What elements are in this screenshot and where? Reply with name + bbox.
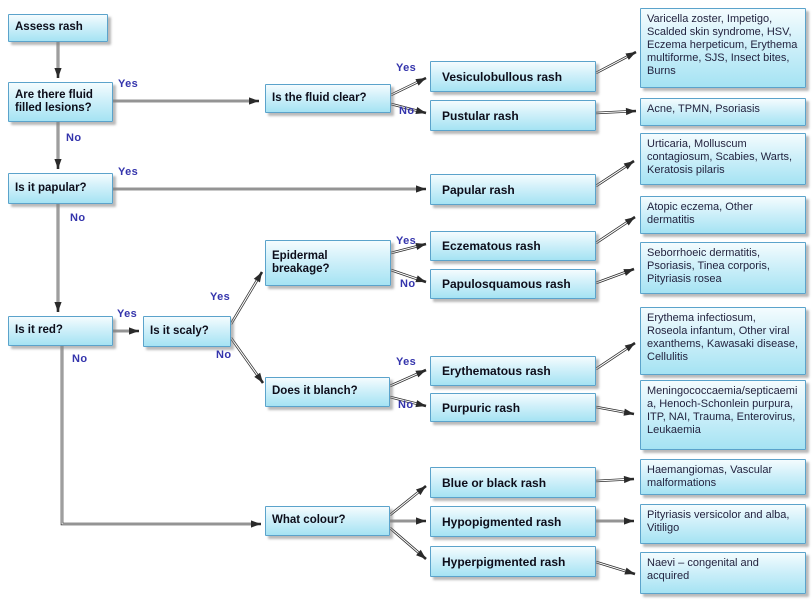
edge-label-yes: Yes xyxy=(396,62,417,74)
node-blue-or-black-rash: Blue or black rash xyxy=(430,467,596,498)
dx-erythematous-causes: Erythema infectiosum, Roseola infantum, Other viral exanthems, Kawasaki disease, Cellulitis xyxy=(640,307,806,375)
edge-label-yes: Yes xyxy=(117,308,138,320)
node-fluid-filled-lesions: Are there fluid filled lesions? xyxy=(8,82,113,122)
edge-label-no: No xyxy=(70,212,86,224)
edge-label-yes: Yes xyxy=(396,235,417,247)
node-pustular-rash: Pustular rash xyxy=(430,100,596,131)
node-eczematous-rash: Eczematous rash xyxy=(430,231,596,261)
node-papulosquamous-rash: Papulosquamous rash xyxy=(430,269,596,299)
dx-vesiculobullous-causes: Varicella zoster, Impetigo, Scalded skin syndrome, HSV, Eczema herpeticum, Erythema multiforme, SJS, Insect bites, Burns xyxy=(640,8,806,88)
node-is-it-scaly: Is it scaly? xyxy=(143,316,231,347)
node-is-it-papular: Is it papular? xyxy=(8,173,113,204)
dx-eczematous-causes: Atopic eczema, Other dermatitis xyxy=(640,196,806,234)
edge-label-yes: Yes xyxy=(210,291,231,303)
node-does-it-blanch: Does it blanch? xyxy=(265,377,390,407)
node-vesiculobullous-rash: Vesiculobullous rash xyxy=(430,61,596,92)
dx-papulosquamous-causes: Seborrhoeic dermatitis, Psoriasis, Tinea corporis, Pityriasis rosea xyxy=(640,242,806,294)
node-hypopigmented-rash: Hypopigmented rash xyxy=(430,506,596,537)
edge-label-no: No xyxy=(399,105,415,117)
node-epidermal-breakage: Epidermal breakage? xyxy=(265,240,391,286)
dx-hyperpigmented-causes: Naevi – congenital and acquired xyxy=(640,552,806,594)
node-hyperpigmented-rash: Hyperpigmented rash xyxy=(430,546,596,577)
node-is-it-red: Is it red? xyxy=(8,316,113,346)
dx-blue-black-causes: Haemangiomas, Vascular malformations xyxy=(640,459,806,495)
node-what-colour: What colour? xyxy=(265,506,390,536)
dx-papular-causes: Urticaria, Molluscum contagiosum, Scabies, Warts, Keratosis pilaris xyxy=(640,133,806,185)
node-erythematous-rash: Erythematous rash xyxy=(430,356,596,386)
dx-pustular-causes: Acne, TPMN, Psoriasis xyxy=(640,98,806,126)
dx-purpuric-causes: Meningococcaemia/septicaemia, Henoch-Schonlein purpura, ITP, NAI, Trauma, Enterovirus, Leukaemia xyxy=(640,380,806,450)
node-is-fluid-clear: Is the fluid clear? xyxy=(265,84,391,113)
node-papular-rash: Papular rash xyxy=(430,174,596,205)
edge-label-no: No xyxy=(398,399,414,411)
edge-label-yes: Yes xyxy=(118,166,139,178)
edge-label-no: No xyxy=(66,132,82,144)
edge-label-yes: Yes xyxy=(396,356,417,368)
edge-label-no: No xyxy=(72,353,88,365)
dx-hypopigmented-causes: Pityriasis versicolor and alba, Vitiligo xyxy=(640,504,806,544)
edge-label-yes: Yes xyxy=(118,78,139,90)
node-assess-rash: Assess rash xyxy=(8,14,108,42)
edge-label-no: No xyxy=(216,349,232,361)
edge-label-no: No xyxy=(400,278,416,290)
node-purpuric-rash: Purpuric rash xyxy=(430,393,596,422)
